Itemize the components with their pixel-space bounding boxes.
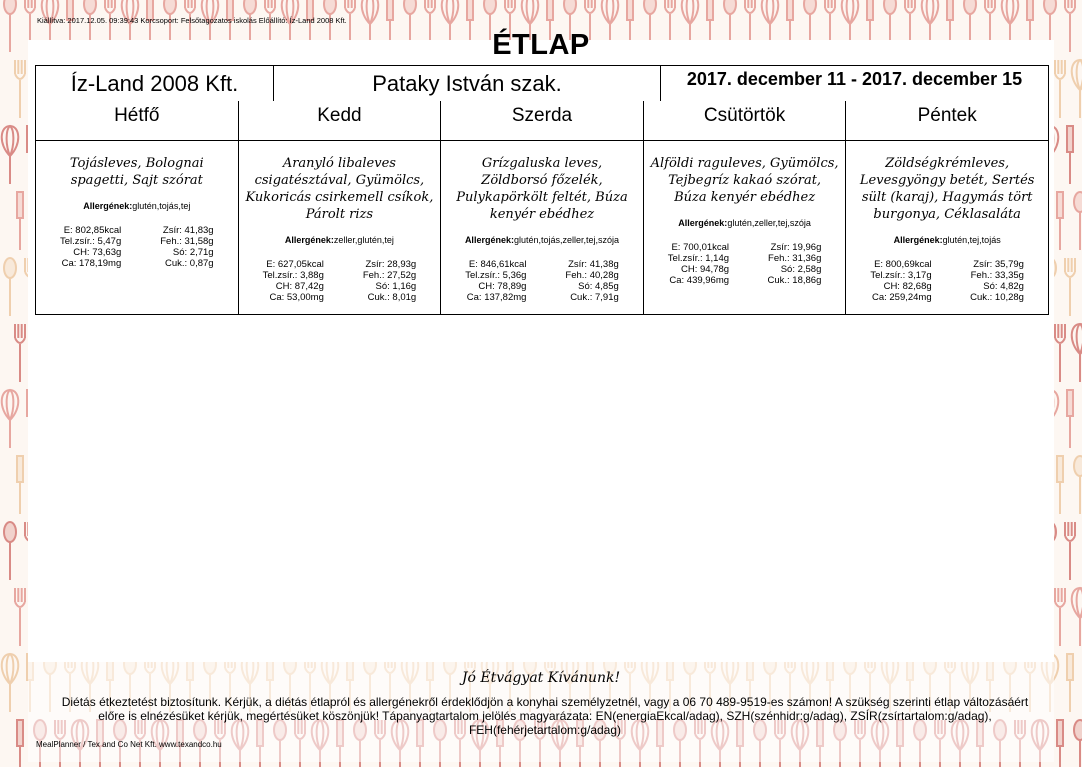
dish-text: Tojásleves, Bolognai spagetti, Sajt szórat	[69, 156, 204, 188]
nutrition-value: Cuk.: 10,28g	[970, 292, 1024, 303]
allergen-label: Allergének:	[464, 235, 514, 245]
utensil-icon	[362, 0, 379, 24]
utensil-icon	[25, 8, 35, 13]
nutrition-value: Feh.: 40,28g	[565, 270, 619, 281]
nutrition-facts	[650, 242, 840, 286]
nutrition-value: CH: 82,68g	[883, 281, 932, 292]
utensil-icon	[804, 0, 816, 14]
utensil-icon	[2, 126, 19, 156]
utensil-icon	[762, 0, 779, 24]
utensil-icon	[15, 338, 25, 343]
nutrition-value: E: 846,61kcal	[468, 259, 527, 270]
utensil-icon	[1065, 8, 1075, 13]
utensil-icon	[1055, 74, 1065, 79]
utensil-icon	[1057, 720, 1063, 746]
nutrition-value: Cuk.: 8,01g	[367, 292, 417, 303]
utensil-icon	[1055, 602, 1065, 607]
nutrition-value: Cuk.: 7,91g	[570, 292, 619, 303]
nutrition-value: Tel.zsír.: 5,47g	[60, 236, 122, 247]
utensil-icon	[1055, 60, 1065, 118]
day-name: Csütörtök	[644, 101, 846, 141]
nutrition-value: Ca: 439,96mg	[669, 275, 730, 286]
nutrition-value: Ca: 53,00mg	[269, 292, 324, 303]
nutrition-left-column	[870, 259, 931, 303]
nutrition-value: CH: 78,89g	[478, 281, 527, 292]
nutrition-value: E: 700,01kcal	[671, 242, 730, 253]
utensil-icon	[1077, 60, 1082, 90]
day-body	[239, 141, 441, 303]
allergen-list: glutén,tojás,zeller,tej,szója	[513, 235, 620, 245]
utensil-icon	[1027, 0, 1033, 20]
utensil-icon	[324, 0, 336, 14]
utensil-icon	[922, 0, 939, 24]
allergen-list: glutén,tej,tojás	[942, 235, 1001, 245]
weekly-menu-table	[35, 101, 1049, 315]
nutrition-value: Cuk.: 0,87g	[165, 258, 214, 269]
day-body	[846, 141, 1048, 303]
utensil-icon	[825, 8, 835, 13]
nutrition-value: Zsír: 28,93g	[365, 259, 417, 270]
utensil-icon	[787, 0, 793, 20]
day-column	[644, 101, 847, 314]
nutrition-value: Cuk.: 18,86g	[767, 275, 822, 286]
allergen-line	[852, 235, 1042, 245]
nutrition-value: Ca: 259,24mg	[871, 292, 932, 303]
utensil-icon	[1077, 588, 1082, 618]
allergen-label: Allergének:	[893, 235, 943, 245]
utensil-icon	[2, 126, 19, 184]
utensil-icon	[1074, 456, 1082, 514]
allergen-list: glutén,zeller,tej,szója	[727, 218, 811, 228]
dish-text: Alföldi raguleves, Gyümölcs, Tejbegríz kakaó szórat, Búza kenyér ebédhez	[650, 156, 839, 205]
nutrition-value: Tel.zsír.: 3,17g	[870, 270, 932, 281]
utensil-icon	[1057, 192, 1063, 250]
utensil-icon	[905, 8, 915, 13]
day-name: Kedd	[239, 101, 441, 141]
page-title: ÉTLAP	[492, 29, 590, 61]
utensil-icon	[4, 522, 16, 580]
utensil-icon	[947, 0, 953, 20]
nutrition-left-column	[668, 242, 729, 286]
utensil-icon	[564, 0, 576, 14]
utensil-icon	[585, 8, 595, 13]
utensil-icon	[7, 390, 14, 420]
nutrition-facts	[852, 259, 1042, 303]
utensil-icon	[425, 8, 435, 13]
utensil-icon	[602, 0, 619, 24]
nutrition-value: Só: 4,85g	[578, 281, 619, 292]
utensil-icon	[17, 456, 23, 514]
utensil-icon	[1065, 272, 1075, 277]
utensil-icon	[404, 0, 416, 14]
utensil-icon	[17, 456, 23, 482]
allergen-line	[245, 235, 435, 245]
allergen-line	[42, 201, 232, 211]
nutrition-value: Feh.: 33,35g	[970, 270, 1024, 281]
utensil-icon	[17, 192, 23, 250]
allergen-label: Allergének:	[284, 235, 334, 245]
utensil-icon	[1072, 324, 1082, 382]
nutrition-value: Feh.: 31,58g	[160, 236, 214, 247]
allergen-list: zeller,glutén,tej	[333, 235, 394, 245]
utensil-icon	[964, 0, 976, 14]
allergen-label: Allergének:	[678, 218, 728, 228]
nutrition-value: E: 627,05kcal	[266, 259, 324, 270]
utensil-icon	[467, 0, 473, 20]
utensil-icon	[17, 720, 23, 767]
utensil-icon	[1044, 0, 1056, 14]
utensil-icon	[1057, 456, 1063, 482]
utensil-icon	[1055, 324, 1065, 382]
day-column	[441, 101, 644, 314]
school-name: Pataky István szak.	[274, 66, 661, 101]
utensil-icon	[1067, 126, 1073, 152]
nutrition-value: Tel.zsír.: 3,88g	[262, 270, 324, 281]
utensil-icon	[387, 0, 393, 20]
utensil-icon	[265, 8, 275, 13]
utensil-icon	[15, 602, 25, 607]
utensil-icon	[7, 126, 14, 156]
nutrition-right-column	[363, 259, 416, 303]
nutrition-value: Tel.zsír.: 5,36g	[465, 270, 527, 281]
nutrition-value: E: 802,85kcal	[63, 225, 122, 236]
nutrition-value: Zsír: 41,38g	[568, 259, 619, 270]
utensil-icon	[17, 192, 23, 218]
day-body	[644, 141, 846, 286]
nutrition-facts	[245, 259, 435, 303]
utensil-icon	[842, 0, 859, 24]
nutrition-left-column	[263, 259, 324, 303]
utensil-icon	[522, 0, 539, 24]
dish-text: Grízgaluska leves, Zöldborsó főzelék, Pulykapörkölt feltét, Búza kenyér ebédhez	[456, 156, 628, 222]
issued-line: Kiállítva: 2017.12.05. 09:39:43 Korcsoport: Felsőtagozatos iskolás Előállító: Íz-Land 2008 Kft.	[37, 16, 347, 25]
utensil-icon	[1057, 720, 1063, 767]
utensil-icon	[1055, 338, 1065, 343]
nutrition-right-column	[565, 259, 618, 303]
nutrition-value: Só: 4,82g	[983, 281, 1024, 292]
utensil-icon	[2, 390, 19, 420]
day-name: Hétfő	[36, 101, 238, 141]
utensil-icon	[867, 0, 873, 20]
utensil-icon	[1074, 192, 1082, 250]
utensil-icon	[1074, 720, 1082, 740]
utensil-icon	[1067, 390, 1073, 448]
utensil-icon	[682, 0, 699, 24]
utensil-icon	[1067, 390, 1073, 416]
software-credit: MealPlanner / Tex and Co Net Kft. www.texandco.hu	[36, 740, 222, 749]
allergen-list: glutén,tojás,tej	[132, 201, 191, 211]
utensil-icon	[1067, 126, 1073, 184]
nutrition-value: Ca: 178,19mg	[61, 258, 122, 269]
nutrition-value: E: 800,69kcal	[874, 259, 932, 270]
bon-appetit: Jó Étvágyat Kívánunk!	[461, 670, 621, 686]
nutrition-value: Tel.zsír.: 1,14g	[667, 253, 730, 264]
utensil-icon	[1072, 60, 1082, 118]
utensil-icon	[345, 8, 355, 13]
header-table	[35, 65, 1049, 102]
day-column	[36, 101, 239, 314]
date-range: 2017. december 11 - 2017. december 15	[686, 69, 1023, 89]
utensil-icon	[15, 60, 25, 118]
day-name: Péntek	[846, 101, 1048, 141]
utensil-icon	[644, 0, 656, 14]
utensil-icon	[4, 0, 16, 14]
utensil-icon	[547, 0, 553, 20]
nutrition-value: CH: 73,63g	[73, 247, 122, 258]
utensil-icon	[4, 258, 16, 278]
utensil-icon	[1065, 522, 1075, 580]
dish-text: Aranyló libaleves csigatésztával, Gyümölcs, Kukoricás csirkemell csíkok, Párolt rizs	[245, 156, 434, 222]
utensil-icon	[707, 0, 713, 20]
utensil-icon	[84, 0, 96, 14]
allergen-line	[447, 235, 637, 245]
nutrition-right-column	[160, 225, 213, 269]
nutrition-value: Ca: 137,82mg	[466, 292, 527, 303]
nutrition-value: Zsír: 41,83g	[162, 225, 214, 236]
utensil-icon	[1002, 0, 1019, 24]
utensil-icon	[1065, 536, 1075, 541]
utensil-icon	[15, 588, 25, 646]
nutrition-value: Só: 2,71g	[172, 247, 214, 258]
utensil-icon	[1057, 456, 1063, 514]
utensil-icon	[505, 8, 515, 13]
utensil-icon	[1055, 588, 1065, 646]
day-body	[36, 141, 238, 269]
company-name: Íz-Land 2008 Kft.	[36, 66, 274, 101]
utensil-icon	[884, 0, 896, 14]
nutrition-value: Só: 2,58g	[780, 264, 822, 275]
nutrition-value: Zsír: 19,96g	[770, 242, 822, 253]
nutrition-right-column	[768, 242, 822, 286]
utensil-icon	[627, 0, 633, 20]
utensil-icon	[15, 324, 25, 382]
utensil-icon	[1077, 324, 1082, 354]
nutrition-facts	[42, 225, 232, 269]
utensil-icon	[1072, 588, 1082, 646]
nutrition-value: CH: 87,42g	[275, 281, 324, 292]
utensil-icon	[15, 74, 25, 79]
utensil-icon	[17, 720, 23, 746]
nutrition-left-column	[465, 259, 526, 303]
nutrition-value: Feh.: 31,36g	[768, 253, 822, 264]
nutrition-value: Feh.: 27,52g	[362, 270, 417, 281]
utensil-icon	[164, 0, 176, 14]
utensil-icon	[724, 0, 736, 14]
allergen-line	[650, 218, 840, 228]
day-column	[846, 101, 1048, 314]
day-column	[239, 101, 442, 314]
utensil-icon	[1065, 258, 1075, 316]
utensil-icon	[442, 0, 459, 24]
utensil-icon	[2, 390, 19, 448]
utensil-icon	[1074, 192, 1082, 212]
utensil-icon	[1074, 456, 1082, 476]
utensil-icon	[1057, 192, 1063, 218]
allergen-label: Allergének:	[83, 201, 133, 211]
utensil-icon	[745, 8, 755, 13]
nutrition-value: CH: 94,78g	[680, 264, 730, 275]
utensil-icon	[4, 522, 16, 542]
utensil-icon	[985, 8, 995, 13]
nutrition-right-column	[970, 259, 1024, 303]
utensil-icon	[105, 8, 115, 13]
nutrition-value: Zsír: 35,79g	[973, 259, 1024, 270]
utensil-icon	[4, 258, 16, 316]
nutrition-value: Só: 1,16g	[375, 281, 417, 292]
dish-text: Zöldségkrémleves, Levesgyöngy betét, Sertés sült (karaj), Hagymás tört burgonya, Céklasaláta	[859, 156, 1035, 222]
day-body	[441, 141, 643, 303]
nutrition-facts	[447, 259, 637, 303]
utensil-icon	[1074, 720, 1082, 767]
utensil-icon	[185, 8, 195, 13]
utensil-icon	[484, 0, 496, 14]
nutrition-left-column	[60, 225, 121, 269]
day-name: Szerda	[441, 101, 643, 141]
utensil-icon	[665, 8, 675, 13]
diet-notice: Diétás étkeztetést biztosítunk. Kérjük, a diétás étlapról és allergénekről érdeklődjön a konyhai személyzetnél, vagy a 06 70 489-9519-es számon! A szükség szerinti étlap változásáért előre is elnézésüket kérjük, megértésüket köszönjük! Tápanyagtartalom jelölés magyarázata: EN(energiaEkcal/adag), SZH(szénhidr:g/adag), ZSÍR(zsírtartalom:g/adag), FEH(fehérjetartalom:g/adag)	[61, 695, 1029, 737]
utensil-icon	[244, 0, 256, 14]
